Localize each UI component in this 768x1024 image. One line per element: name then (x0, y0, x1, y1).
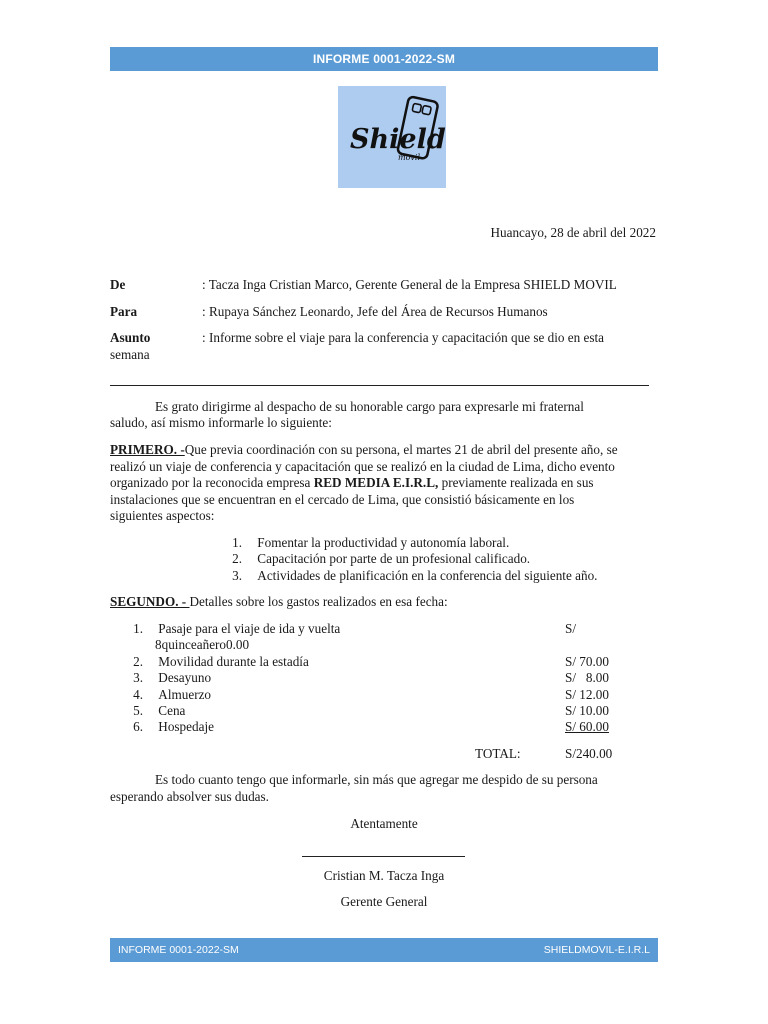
expense-number: 5. (133, 703, 143, 718)
expense-amount: S/ 70.00 (565, 654, 609, 669)
expense-row (123, 670, 211, 686)
expense-amount: S/ 60.00 (565, 719, 609, 734)
footer-bar (110, 938, 658, 962)
document-title: INFORME 0001-2022-SM (312, 52, 456, 66)
para-value: : Rupaya Sánchez Leonardo, Jefe del Área de Recursos Humanos (202, 304, 548, 319)
expense-label: Pasaje para el viaje de ida y vuelta (158, 621, 341, 636)
list-item-number: 2. (232, 551, 242, 566)
shield-movil-logo-icon (338, 86, 446, 188)
signature-line (302, 856, 465, 857)
list-item (222, 535, 509, 551)
expense-row (123, 654, 309, 670)
expense-number: 1. (133, 621, 143, 636)
expense-amount: S/ 10.00 (565, 703, 609, 718)
expense-label: Desayuno (158, 670, 212, 685)
expense-number: 6. (133, 719, 143, 734)
closing-line-1: Es todo cuanto tengo que informarle, sin más que agregar me despido de su persona (155, 772, 598, 787)
list-item-text: Actividades de planificación en la conferencia del siguiente año. (257, 568, 598, 583)
intro-line-1: Es grato dirigirme al despacho de su honorable cargo para expresarle mi fraternal (155, 399, 584, 414)
logo-sub-text: movil (398, 153, 421, 162)
primero-heading: PRIMERO. - (110, 442, 185, 457)
primero-line-5: siguientes aspectos: (110, 508, 215, 523)
de-label: De (110, 277, 126, 292)
closing-line-2: esperando absolver sus dudas. (110, 789, 269, 804)
regards: Atentamente (350, 816, 418, 831)
expense-amount: S/ 12.00 (565, 687, 609, 702)
de-value: : Tacza Inga Cristian Marco, Gerente General de la Empresa SHIELD MOVIL (202, 277, 617, 292)
asunto-continuation: semana (110, 347, 150, 362)
list-item-number: 3. (232, 568, 242, 583)
primero-line-4: instalaciones que se encuentran en el cercado de Lima, que consistió básicamente en los (110, 492, 575, 507)
expense-row (123, 719, 214, 735)
segundo-paragraph (110, 594, 448, 610)
asunto-label: Asunto (110, 330, 151, 345)
primero-line-3-pre: organizado por la reconocida empresa (110, 475, 314, 490)
primero-paragraph-line-1 (110, 442, 618, 458)
list-item (222, 551, 530, 567)
signer-name: Cristian M. Tacza Inga (323, 868, 445, 883)
expense-row (123, 687, 211, 703)
divider-rule (110, 385, 649, 386)
list-item-text: Fomentar la productividad y autonomía laboral. (257, 535, 510, 550)
date-line: Huancayo, 28 de abril del 2022 (490, 225, 656, 240)
footer-right-text: SHIELDMOVIL-E.I.R.L (543, 944, 650, 956)
segundo-heading: SEGUNDO. - (110, 594, 190, 609)
expense-number: 2. (133, 654, 143, 669)
expense-label: Hospedaje (158, 719, 214, 734)
expense-label: Cena (158, 703, 186, 718)
expense-number: 3. (133, 670, 143, 685)
segundo-text: Detalles sobre los gastos realizados en esa fecha: (189, 594, 448, 609)
total-label: TOTAL: (475, 746, 521, 761)
expense-number: 4. (133, 687, 143, 702)
intro-line-2: saludo, así mismo informarle lo siguiente: (110, 415, 332, 430)
expense-row (123, 621, 340, 637)
expense-label-continuation: 8quinceañero0.00 (155, 637, 250, 652)
expense-label: Almuerzo (158, 687, 212, 702)
total-value: S/240.00 (565, 746, 613, 761)
primero-line-1: Que previa coordinación con su persona, el martes 21 de abril del presente año, se (184, 442, 618, 457)
primero-paragraph-line-3 (110, 475, 594, 491)
footer-left-text: INFORME 0001-2022-SM (118, 944, 239, 956)
expense-amount: S/ 8.00 (565, 670, 609, 685)
expense-row (123, 703, 185, 719)
expense-amount: S/ (565, 621, 576, 636)
list-item (222, 568, 597, 584)
company-logo (338, 86, 446, 188)
expense-label: Movilidad durante la estadía (158, 654, 309, 669)
list-item-text: Capacitación por parte de un profesional calificado. (257, 551, 531, 566)
primero-line-2: realizó un viaje de conferencia y capacitación que se realizó en la ciudad de Lima, dicho evento (110, 459, 615, 474)
logo-main-text: Shield (350, 124, 446, 155)
header-bar (110, 47, 658, 71)
list-item-number: 1. (232, 535, 242, 550)
para-label: Para (110, 304, 138, 319)
asunto-value: : Informe sobre el viaje para la conferencia y capacitación que se dio en esta (202, 330, 605, 345)
company-name-bold: RED MEDIA E.I.R.L, (313, 475, 439, 490)
signer-role: Gerente General (340, 894, 428, 909)
primero-line-3-post: previamente realizada en sus (438, 475, 594, 490)
